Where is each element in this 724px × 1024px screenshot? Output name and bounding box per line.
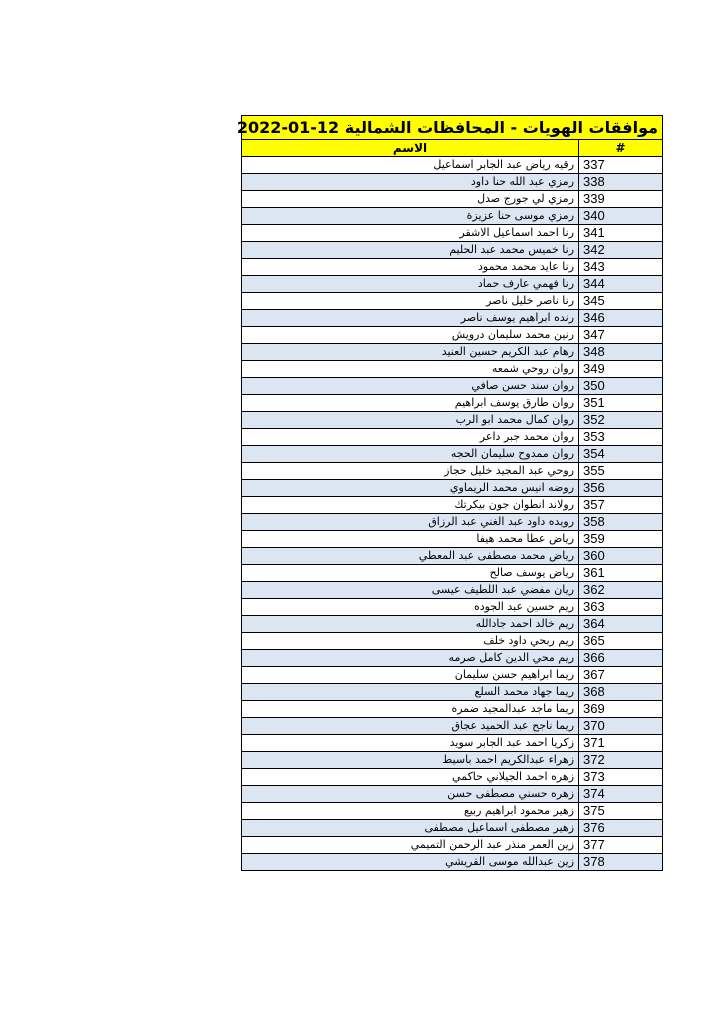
- row-name: روان ممدوح سليمان الحجه: [242, 446, 579, 463]
- row-number: 373: [579, 769, 663, 786]
- row-name: روضه انيس محمد الريماوي: [242, 480, 579, 497]
- table-row: [242, 548, 663, 565]
- row-name: ريم خالد احمد جادالله: [242, 616, 579, 633]
- row-number: 358: [579, 514, 663, 531]
- row-number: 344: [579, 276, 663, 293]
- row-number: 374: [579, 786, 663, 803]
- row-name: ريان مفضي عبد اللطيف عيسى: [242, 582, 579, 599]
- row-number: 337: [579, 157, 663, 174]
- row-number: 354: [579, 446, 663, 463]
- table-row: [242, 344, 663, 361]
- table-row: [242, 191, 663, 208]
- row-number: 342: [579, 242, 663, 259]
- table-row: [242, 803, 663, 820]
- row-name: رياض محمد مصطفى عبد المعطي: [242, 548, 579, 565]
- table-row: [242, 565, 663, 582]
- row-number: 359: [579, 531, 663, 548]
- row-number: 356: [579, 480, 663, 497]
- table-row: [242, 242, 663, 259]
- table-row: [242, 446, 663, 463]
- table-row: [242, 531, 663, 548]
- row-name: ريما ابراهيم حسن سليمان: [242, 667, 579, 684]
- table-row: [242, 633, 663, 650]
- table-row: [242, 463, 663, 480]
- table-row: [242, 650, 663, 667]
- row-name: روان روحي شمعه: [242, 361, 579, 378]
- row-name: روان كمال محمد ابو الرب: [242, 412, 579, 429]
- row-number: 375: [579, 803, 663, 820]
- table-row: [242, 225, 663, 242]
- table-row: [242, 259, 663, 276]
- row-name: زهره حسني مصطفى حسن: [242, 786, 579, 803]
- column-header-number: #: [579, 140, 663, 157]
- header-row: [242, 140, 663, 157]
- row-name: ريم حسين عبد الجوده: [242, 599, 579, 616]
- row-name: ريما ماجد عبدالمجيد ضمره: [242, 701, 579, 718]
- row-number: 369: [579, 701, 663, 718]
- row-name: زهير محمود ابراهيم ربيع: [242, 803, 579, 820]
- row-number: 366: [579, 650, 663, 667]
- row-number: 376: [579, 820, 663, 837]
- row-number: 338: [579, 174, 663, 191]
- table-row: [242, 701, 663, 718]
- row-number: 343: [579, 259, 663, 276]
- row-name: زكريا احمد عبد الجابر سويد: [242, 735, 579, 752]
- table-row: [242, 327, 663, 344]
- row-name: زهراء عبدالكريم احمد باسيط: [242, 752, 579, 769]
- row-number: 368: [579, 684, 663, 701]
- row-name: رياض يوسف صالح: [242, 565, 579, 582]
- approvals-table: [236, 115, 663, 871]
- row-name: رمزي عبد الله حنا داود: [242, 174, 579, 191]
- row-number: 372: [579, 752, 663, 769]
- table-row: [242, 412, 663, 429]
- row-number: 378: [579, 854, 663, 871]
- table-row: [242, 361, 663, 378]
- sheet-title: موافقات الهويات - المحافظات الشمالية 12-01-2022: [242, 116, 663, 140]
- table-row: [242, 429, 663, 446]
- row-number: 353: [579, 429, 663, 446]
- table-row: [242, 684, 663, 701]
- row-name: روان محمد جبر داعر: [242, 429, 579, 446]
- row-number: 348: [579, 344, 663, 361]
- row-number: 341: [579, 225, 663, 242]
- row-number: 346: [579, 310, 663, 327]
- row-name: زهير مصطفى اسماعيل مصطفى: [242, 820, 579, 837]
- row-number: 347: [579, 327, 663, 344]
- table-row: [242, 514, 663, 531]
- row-name: ريم محي الدين كامل صرمه: [242, 650, 579, 667]
- row-number: 339: [579, 191, 663, 208]
- table-row: [242, 582, 663, 599]
- table-row: [242, 786, 663, 803]
- row-name: رنا خميس محمد عبد الحليم: [242, 242, 579, 259]
- row-name: روحي عبد المجيد خليل حجاز: [242, 463, 579, 480]
- table-row: [242, 820, 663, 837]
- row-number: 350: [579, 378, 663, 395]
- row-name: رمزي لي جورج صدل: [242, 191, 579, 208]
- row-name: رهام عبد الكريم حسين العنيد: [242, 344, 579, 361]
- row-name: زين العمر منذر عبد الرحمن التميمي: [242, 837, 579, 854]
- table-row: [242, 769, 663, 786]
- row-number: 340: [579, 208, 663, 225]
- row-number: 345: [579, 293, 663, 310]
- row-number: 370: [579, 718, 663, 735]
- row-name: زهره احمد الجيلاني حاكمي: [242, 769, 579, 786]
- table-row: [242, 310, 663, 327]
- row-number: 365: [579, 633, 663, 650]
- row-name: ريما جهاد محمد السلع: [242, 684, 579, 701]
- row-number: 351: [579, 395, 663, 412]
- row-name: رنا ناصر خليل ناصر: [242, 293, 579, 310]
- row-number: 355: [579, 463, 663, 480]
- table-row: [242, 497, 663, 514]
- row-number: 363: [579, 599, 663, 616]
- title-row: [242, 116, 663, 140]
- row-name: زين عبدالله موسى القريشي: [242, 854, 579, 871]
- table-row: [242, 208, 663, 225]
- table-row: [242, 174, 663, 191]
- table-row: [242, 395, 663, 412]
- row-name: رقيه رياض عبد الجابر اسماعيل: [242, 157, 579, 174]
- row-name: رويده داود عبد الغني عبد الرزاق: [242, 514, 579, 531]
- row-number: 371: [579, 735, 663, 752]
- table-row: [242, 157, 663, 174]
- row-number: 361: [579, 565, 663, 582]
- row-name: ريما ناجح عبد الحميد عجاق: [242, 718, 579, 735]
- row-number: 362: [579, 582, 663, 599]
- row-name: رنده ابراهيم يوسف ناصر: [242, 310, 579, 327]
- row-name: رياض عطا محمد هيفا: [242, 531, 579, 548]
- row-name: روان طارق يوسف ابراهيم: [242, 395, 579, 412]
- table-row: [242, 378, 663, 395]
- row-number: 364: [579, 616, 663, 633]
- row-number: 349: [579, 361, 663, 378]
- table-row: [242, 718, 663, 735]
- row-number: 357: [579, 497, 663, 514]
- row-name: رمزي موسى حنا عزيزة: [242, 208, 579, 225]
- row-name: ريم ربحي داود خلف: [242, 633, 579, 650]
- row-number: 360: [579, 548, 663, 565]
- table-row: [242, 735, 663, 752]
- table-row: [242, 667, 663, 684]
- row-name: رنا فهمي عارف حماد: [242, 276, 579, 293]
- row-number: 367: [579, 667, 663, 684]
- row-number: 377: [579, 837, 663, 854]
- table-row: [242, 854, 663, 871]
- row-number: 352: [579, 412, 663, 429]
- table-row: [242, 837, 663, 854]
- table-row: [242, 480, 663, 497]
- row-name: رنين محمد سليمان درويش: [242, 327, 579, 344]
- table-row: [242, 599, 663, 616]
- table-row: [242, 616, 663, 633]
- table-row: [242, 293, 663, 310]
- row-name: روان سند حسن صافي: [242, 378, 579, 395]
- table-row: [242, 752, 663, 769]
- row-name: رنا عايد محمد محمود: [242, 259, 579, 276]
- column-header-name: الاسم: [242, 140, 579, 157]
- row-name: رنا احمد اسماعيل الاشقر: [242, 225, 579, 242]
- table-row: [242, 276, 663, 293]
- row-name: رولاند انطوان جون بيكرتك: [242, 497, 579, 514]
